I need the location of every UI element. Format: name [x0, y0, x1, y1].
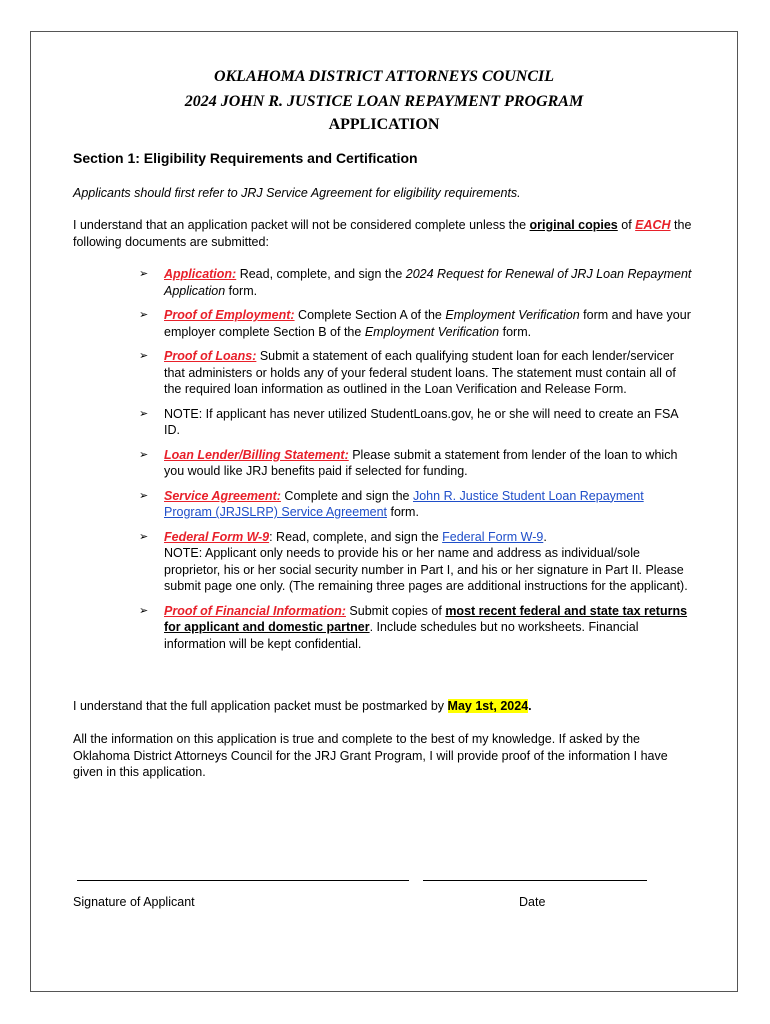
postmark-pre: I understand that the full application packet must be postmarked by	[73, 699, 448, 713]
arrowhead-bullet-icon: ➢	[139, 309, 149, 321]
arrowhead-bullet-icon: ➢	[139, 604, 149, 617]
service-agreement-link[interactable]: John R. Justice Student Loan Repayment Program (JRJSLRP) Service Agreement	[164, 488, 644, 519]
date-label: Date	[519, 895, 546, 909]
req-text: Complete Section A of the	[294, 308, 446, 322]
req-text: NOTE: If applicant has never utilized StudentLoans.gov, he or she will need to create an FSA ID.	[164, 406, 678, 437]
section-1-heading: Section 1: Eligibility Requirements and Certification	[73, 150, 418, 166]
req-form-name: Employment Verification	[445, 308, 580, 322]
original-copies-emphasis: original copies	[529, 218, 618, 232]
req-lender-statement	[139, 447, 695, 480]
understand-pre: I understand that an application packet will not be considered complete unless the	[73, 218, 530, 232]
tax-returns-emphasis: most recent federal and state tax returns for applicant and domestic partner	[164, 603, 688, 634]
certification-statement: All the information on this application is true and complete to the best of my knowledge. If asked by the Oklahoma District Attorneys Council for the JRJ Grant Program, I will provide proof of the information I have given in this application.	[73, 732, 668, 779]
arrowhead-bullet-icon: ➢	[139, 448, 149, 461]
req-text: Read, complete, and sign the	[236, 267, 406, 281]
req-label: Application:	[164, 267, 237, 281]
req-text: . Include schedules but no worksheets. Financial information will be kept confidential.	[164, 620, 639, 651]
document-page	[30, 31, 738, 992]
req-proof-of-loans	[139, 348, 695, 398]
w9-note: NOTE: Applicant only needs to provide his or her name and address as individual/sole proprietor, his or her social security number in Part I, and his or her signature in Part II. Please submit page one only. (The remaining three pages are additional instructions for the applicant).	[164, 546, 688, 593]
req-text: form.	[387, 505, 419, 519]
each-emphasis: EACH	[635, 218, 671, 232]
title-application: APPLICATION	[328, 116, 440, 133]
req-text: form.	[499, 324, 532, 339]
arrowhead-bullet-icon: ➢	[139, 268, 149, 280]
title-council: OKLAHOMA DISTRICT ATTORNEYS COUNCIL	[213, 68, 555, 85]
req-text: : Read, complete, and sign the	[269, 529, 443, 544]
postmark-statement	[73, 698, 693, 715]
req-application	[139, 266, 695, 299]
understand-mid: of	[617, 218, 636, 232]
arrowhead-bullet-icon: ➢	[139, 407, 149, 420]
req-label: Proof of Loans:	[164, 349, 257, 363]
req-form-name: Employment Verification	[364, 324, 500, 339]
arrowhead-bullet-icon: ➢	[139, 530, 149, 543]
req-text: Complete and sign the	[280, 488, 413, 503]
req-label: Proof of Financial Information:	[164, 603, 346, 618]
req-text: form and have your employer complete Section B of the	[164, 308, 691, 339]
postmark-post: .	[528, 699, 532, 713]
w9-form-link[interactable]: Federal Form W-9	[442, 529, 544, 544]
req-text: form.	[225, 283, 258, 298]
title-program: 2024 JOHN R. JUSTICE LOAN REPAYMENT PROGRAM	[184, 93, 584, 110]
req-text: .	[543, 529, 547, 544]
arrowhead-bullet-icon: ➢	[139, 489, 149, 502]
req-text: Please submit a statement from lender of the loan to which you would like JRJ benefits paid if selected for funding.	[164, 447, 678, 478]
understand-post: the following documents are submitted:	[73, 218, 692, 249]
req-text: Submit a statement of each qualifying student loan for each lender/servicer that administers or holds any of your federal student loans. The statement must contain all of the required loan information as outlined in the Loan Verification and Release Form.	[164, 349, 676, 396]
completeness-statement	[73, 217, 693, 250]
postmark-deadline: May 1st, 2024	[447, 699, 529, 713]
req-fsa-note	[139, 406, 695, 439]
applicant-signature-label: Signature of Applicant	[73, 895, 195, 909]
req-w9	[139, 529, 695, 595]
req-proof-of-employment	[139, 307, 695, 340]
req-label: Service Agreement:	[164, 488, 281, 503]
req-label: Loan Lender/Billing Statement:	[164, 447, 349, 462]
req-financial-information	[139, 603, 695, 653]
date-signature-line[interactable]	[423, 880, 647, 882]
intro-text: Applicants should first refer to JRJ Service Agreement for eligibility requirements.	[73, 186, 521, 200]
req-label: Proof of Employment:	[164, 308, 295, 322]
applicant-signature-line[interactable]	[77, 880, 409, 882]
arrowhead-bullet-icon: ➢	[139, 350, 149, 362]
req-form-name: 2024 Request for Renewal of JRJ Loan Repayment Application	[164, 267, 692, 298]
req-service-agreement	[139, 488, 695, 521]
req-text: Submit copies of	[345, 603, 446, 618]
requirements-list	[139, 266, 695, 652]
req-label: Federal Form W-9	[164, 529, 270, 544]
